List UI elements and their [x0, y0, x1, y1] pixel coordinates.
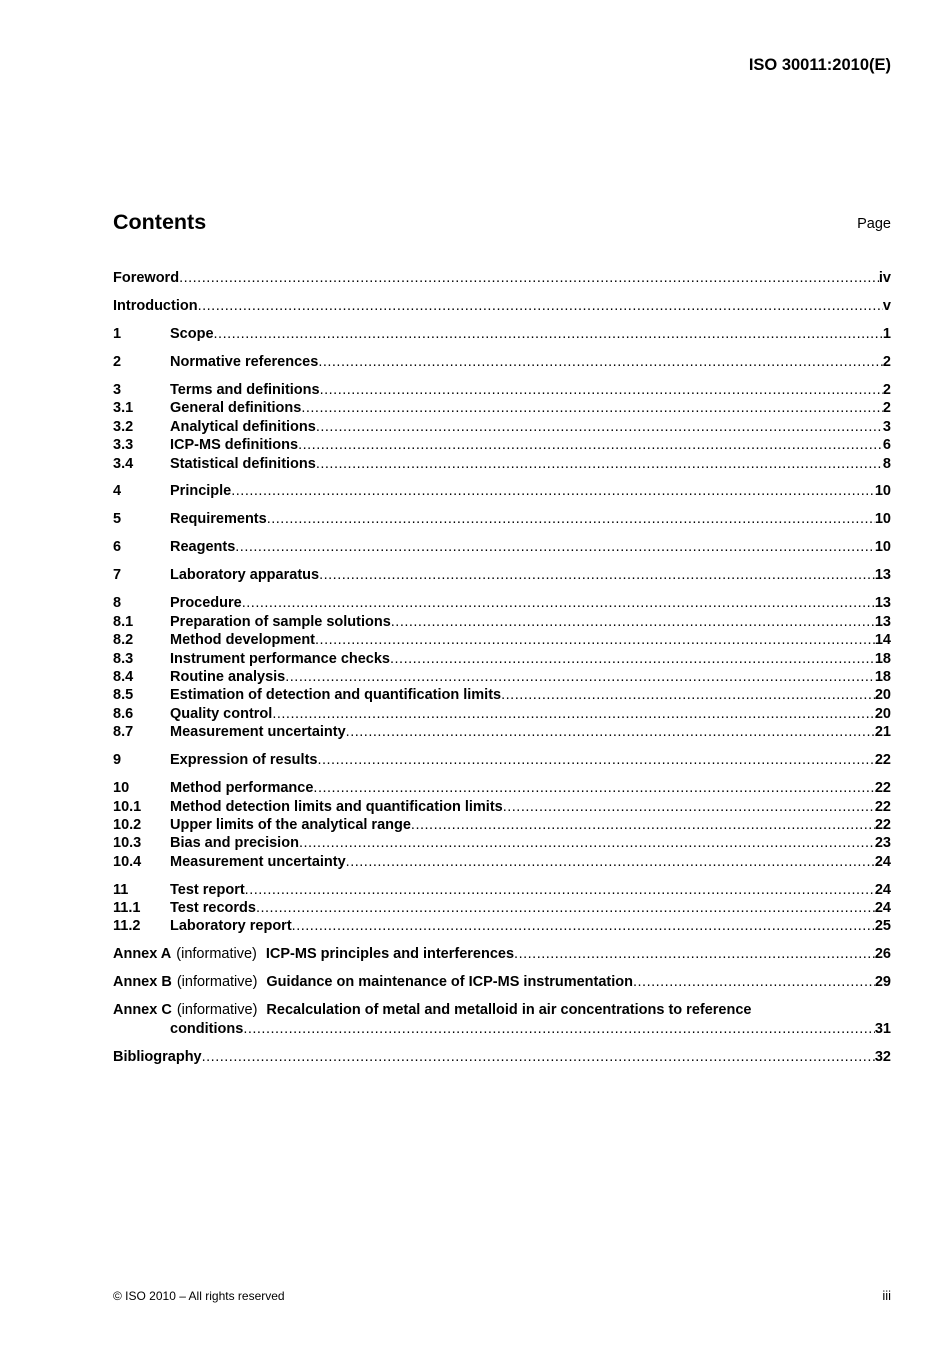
toc-entry[interactable]: [113, 566, 891, 584]
page-title: Contents: [113, 210, 207, 234]
toc-entry-title: Reagents: [170, 539, 236, 556]
leader-dots: [318, 353, 883, 371]
toc-entry-number: 10.1: [113, 798, 142, 815]
toc-entry-page: 29: [874, 974, 891, 991]
toc-entry[interactable]: [113, 816, 891, 834]
leader-dots: [202, 1048, 875, 1066]
toc-entry-number: 8.4: [113, 668, 134, 685]
toc-entry-page: 25: [874, 918, 891, 935]
toc-entry-title: General definitions: [170, 400, 302, 417]
toc-entry-title: Requirements: [170, 511, 267, 528]
toc-entry-page: 20: [874, 705, 891, 722]
toc-entry-annex-c[interactable]: [113, 1001, 891, 1038]
toc-entry-page: 1: [882, 325, 891, 342]
toc-entry-number: 6: [113, 539, 122, 556]
annex-label: Annex C: [113, 1002, 172, 1019]
toc-entry-page: 8: [882, 455, 891, 472]
toc-entry-annex-b[interactable]: [113, 973, 891, 991]
toc-entry-page: 22: [874, 752, 891, 769]
leader-dots: [501, 686, 875, 704]
toc-entry-number: 3.4: [113, 455, 134, 472]
toc-entry-page: 21: [874, 724, 891, 741]
toc-entry[interactable]: [113, 779, 891, 797]
toc-entry-page: 13: [874, 595, 891, 612]
leader-dots: [285, 668, 875, 686]
toc-entry-title: Measurement uncertainty: [170, 724, 346, 741]
leader-dots: [346, 853, 875, 871]
toc-entry-title: ICP-MS principles and interferences: [265, 946, 515, 963]
toc-entry-title: Guidance on maintenance of ICP-MS instrumentation: [266, 974, 633, 991]
toc-entry[interactable]: [113, 668, 891, 686]
toc-entry-title: Normative references: [170, 353, 319, 370]
annex-label: Annex A: [113, 946, 172, 963]
toc-entry-number: 7: [113, 567, 122, 584]
toc-entry-number: 8.2: [113, 632, 134, 649]
toc-entry-number: 3.1: [113, 400, 134, 417]
toc-entry[interactable]: [113, 723, 891, 741]
toc-entry-annex-a[interactable]: [113, 945, 891, 963]
leader-dots: [633, 973, 875, 991]
leader-dots: [198, 297, 883, 315]
toc-entry-number: 1: [113, 325, 122, 342]
leader-dots: [313, 779, 874, 797]
toc-entry-number: 8.6: [113, 705, 134, 722]
toc-entry-page: 32: [874, 1048, 891, 1065]
leader-dots: [390, 650, 875, 668]
toc-entry-number: 3: [113, 381, 122, 398]
toc-entry-title-continued: conditions: [170, 1020, 244, 1037]
toc-entry[interactable]: [113, 297, 891, 315]
leader-dots: [256, 899, 875, 917]
toc-entry-page: 22: [874, 816, 891, 833]
toc-entry-page: 20: [874, 687, 891, 704]
table-of-contents: [113, 269, 891, 1066]
toc-entry-title: Method detection limits and quantification limits: [170, 798, 503, 815]
toc-entry-page: 24: [874, 881, 891, 898]
toc-entry-number: 2: [113, 353, 122, 370]
leader-dots: [235, 538, 875, 556]
toc-entry-title: Measurement uncertainty: [170, 853, 346, 870]
toc-entry-page: 18: [874, 668, 891, 685]
annex-info: (informative): [176, 1002, 258, 1019]
toc-entry-number: 10.3: [113, 835, 142, 852]
leader-dots: [503, 798, 875, 816]
toc-entry[interactable]: [113, 436, 891, 454]
toc-entry-number: 8.3: [113, 650, 134, 667]
annex-label: Annex B: [113, 974, 172, 991]
toc-entry-title: Instrument performance checks: [170, 650, 390, 667]
toc-entry[interactable]: [113, 705, 891, 723]
toc-entry-page: 13: [874, 613, 891, 630]
toc-entry-page: 24: [874, 853, 891, 870]
toc-entry[interactable]: [113, 751, 891, 769]
toc-entry[interactable]: [113, 455, 891, 473]
toc-entry-number: 8: [113, 595, 122, 612]
toc-entry-number: 8.7: [113, 724, 134, 741]
toc-entry-bibliography[interactable]: [113, 1048, 891, 1066]
leader-dots: [242, 594, 875, 612]
toc-entry-title: Statistical definitions: [170, 455, 316, 472]
toc-entry-page: 10: [874, 483, 891, 500]
toc-entry-title: Introduction: [113, 297, 198, 314]
toc-entry-number: 3.3: [113, 437, 134, 454]
toc-entry[interactable]: [113, 594, 891, 612]
leader-dots: [391, 613, 875, 631]
page-column-label: Page: [857, 216, 891, 232]
toc-entry-page: 31: [874, 1020, 891, 1037]
toc-entry-page: v: [882, 297, 891, 314]
leader-dots: [320, 381, 883, 399]
toc-entry-page: 2: [882, 353, 891, 370]
toc-entry-page: 14: [874, 632, 891, 649]
leader-dots: [214, 325, 883, 343]
toc-entry-number: 5: [113, 511, 122, 528]
leader-dots: [267, 510, 875, 528]
toc-entry[interactable]: [113, 917, 891, 935]
toc-entry-title: Test report: [170, 881, 245, 898]
toc-entry[interactable]: [113, 899, 891, 917]
leader-dots: [243, 1020, 875, 1038]
toc-entry[interactable]: [113, 798, 891, 816]
toc-entry-title: Method development: [170, 632, 316, 649]
footer-page-number: iii: [882, 1288, 891, 1303]
toc-entry[interactable]: [113, 613, 891, 631]
toc-entry-title: Procedure: [170, 595, 242, 612]
toc-entry-page: 22: [874, 798, 891, 815]
toc-entry[interactable]: [113, 399, 891, 417]
toc-entry[interactable]: [113, 650, 891, 668]
toc-entry-title: Preparation of sample solutions: [170, 613, 391, 630]
toc-entry-title: Laboratory apparatus: [170, 567, 320, 584]
toc-entry-page: 18: [874, 650, 891, 667]
toc-entry-title: Quality control: [170, 705, 273, 722]
toc-entry-page: 13: [874, 567, 891, 584]
toc-entry-page: 3: [882, 418, 891, 435]
toc-entry[interactable]: [113, 853, 891, 871]
toc-entry[interactable]: [113, 834, 891, 852]
toc-entry[interactable]: [113, 381, 891, 399]
leader-dots: [316, 455, 883, 473]
toc-entry-title: Estimation of detection and quantification limits: [170, 687, 502, 704]
footer-copyright: © ISO 2010 – All rights reserved: [113, 1289, 285, 1303]
leader-dots: [319, 566, 875, 584]
leader-dots: [292, 917, 875, 935]
document-id: ISO 30011:2010(E): [748, 56, 891, 74]
toc-entry-title: Bias and precision: [170, 835, 299, 852]
leader-dots: [272, 705, 875, 723]
leader-dots: [301, 399, 883, 417]
toc-entry[interactable]: [113, 631, 891, 649]
toc-entry[interactable]: [113, 325, 891, 343]
toc-entry-title: Expression of results: [170, 752, 318, 769]
toc-entry-page: 2: [882, 400, 891, 417]
leader-dots: [299, 834, 875, 852]
toc-entry[interactable]: [113, 510, 891, 528]
toc-entry-page: 24: [874, 900, 891, 917]
toc-entry-page: 22: [874, 780, 891, 797]
leader-dots: [179, 269, 879, 287]
toc-entry-title: Scope: [170, 325, 214, 342]
toc-entry-title: Analytical definitions: [170, 418, 316, 435]
toc-entry[interactable]: [113, 881, 891, 899]
toc-entry-number: 11: [113, 881, 129, 898]
toc-entry-number: 10.4: [113, 853, 142, 870]
toc-entry-page: 10: [874, 539, 891, 556]
toc-entry-title: Terms and definitions: [170, 381, 320, 398]
toc-entry-number: 11.2: [113, 918, 141, 935]
toc-entry-number: 10.2: [113, 816, 142, 833]
toc-entry[interactable]: [113, 269, 891, 287]
toc-entry-title: ICP-MS definitions: [170, 437, 299, 454]
toc-entry[interactable]: [113, 353, 891, 371]
toc-entry-number: 8.1: [113, 613, 134, 630]
toc-entry-title: Laboratory report: [170, 918, 292, 935]
toc-entry[interactable]: [113, 538, 891, 556]
toc-entry[interactable]: [113, 418, 891, 436]
toc-entry-title: Upper limits of the analytical range: [170, 816, 411, 833]
toc-entry-number: 10: [113, 780, 130, 797]
toc-entry-number: 9: [113, 752, 122, 769]
toc-entry-title: Recalculation of metal and metalloid in air concentrations to reference: [266, 1002, 752, 1019]
toc-entry-title: Method performance: [170, 780, 314, 797]
toc-entry-title: Foreword: [113, 270, 180, 286]
leader-dots: [316, 418, 883, 436]
leader-dots: [346, 723, 875, 741]
leader-dots: [411, 816, 875, 834]
toc-entry[interactable]: [113, 482, 891, 500]
toc-entry-number: 8.5: [113, 687, 134, 704]
leader-dots: [315, 631, 875, 649]
toc-entry-title: Principle: [170, 483, 232, 500]
toc-entry[interactable]: [113, 686, 891, 704]
toc-entry-title: Bibliography: [113, 1048, 202, 1065]
toc-entry-title: Test records: [170, 900, 256, 917]
toc-entry-page: 10: [874, 511, 891, 528]
toc-entry-page: 2: [882, 381, 891, 398]
toc-entry-page: 6: [882, 437, 891, 454]
leader-dots: [231, 482, 875, 500]
toc-entry-number: 4: [113, 483, 122, 500]
annex-info: (informative): [176, 974, 258, 991]
annex-info: (informative): [176, 946, 257, 963]
toc-entry-number: 3.2: [113, 418, 134, 435]
leader-dots: [245, 881, 875, 899]
toc-entry-page: iv: [878, 270, 891, 286]
toc-entry-title: Routine analysis: [170, 668, 286, 685]
toc-entry-page: 26: [874, 946, 891, 963]
leader-dots: [317, 751, 874, 769]
toc-entry-page: 23: [874, 835, 891, 852]
leader-dots: [514, 945, 875, 963]
toc-entry-number: 11.1: [113, 900, 141, 917]
leader-dots: [298, 436, 883, 454]
